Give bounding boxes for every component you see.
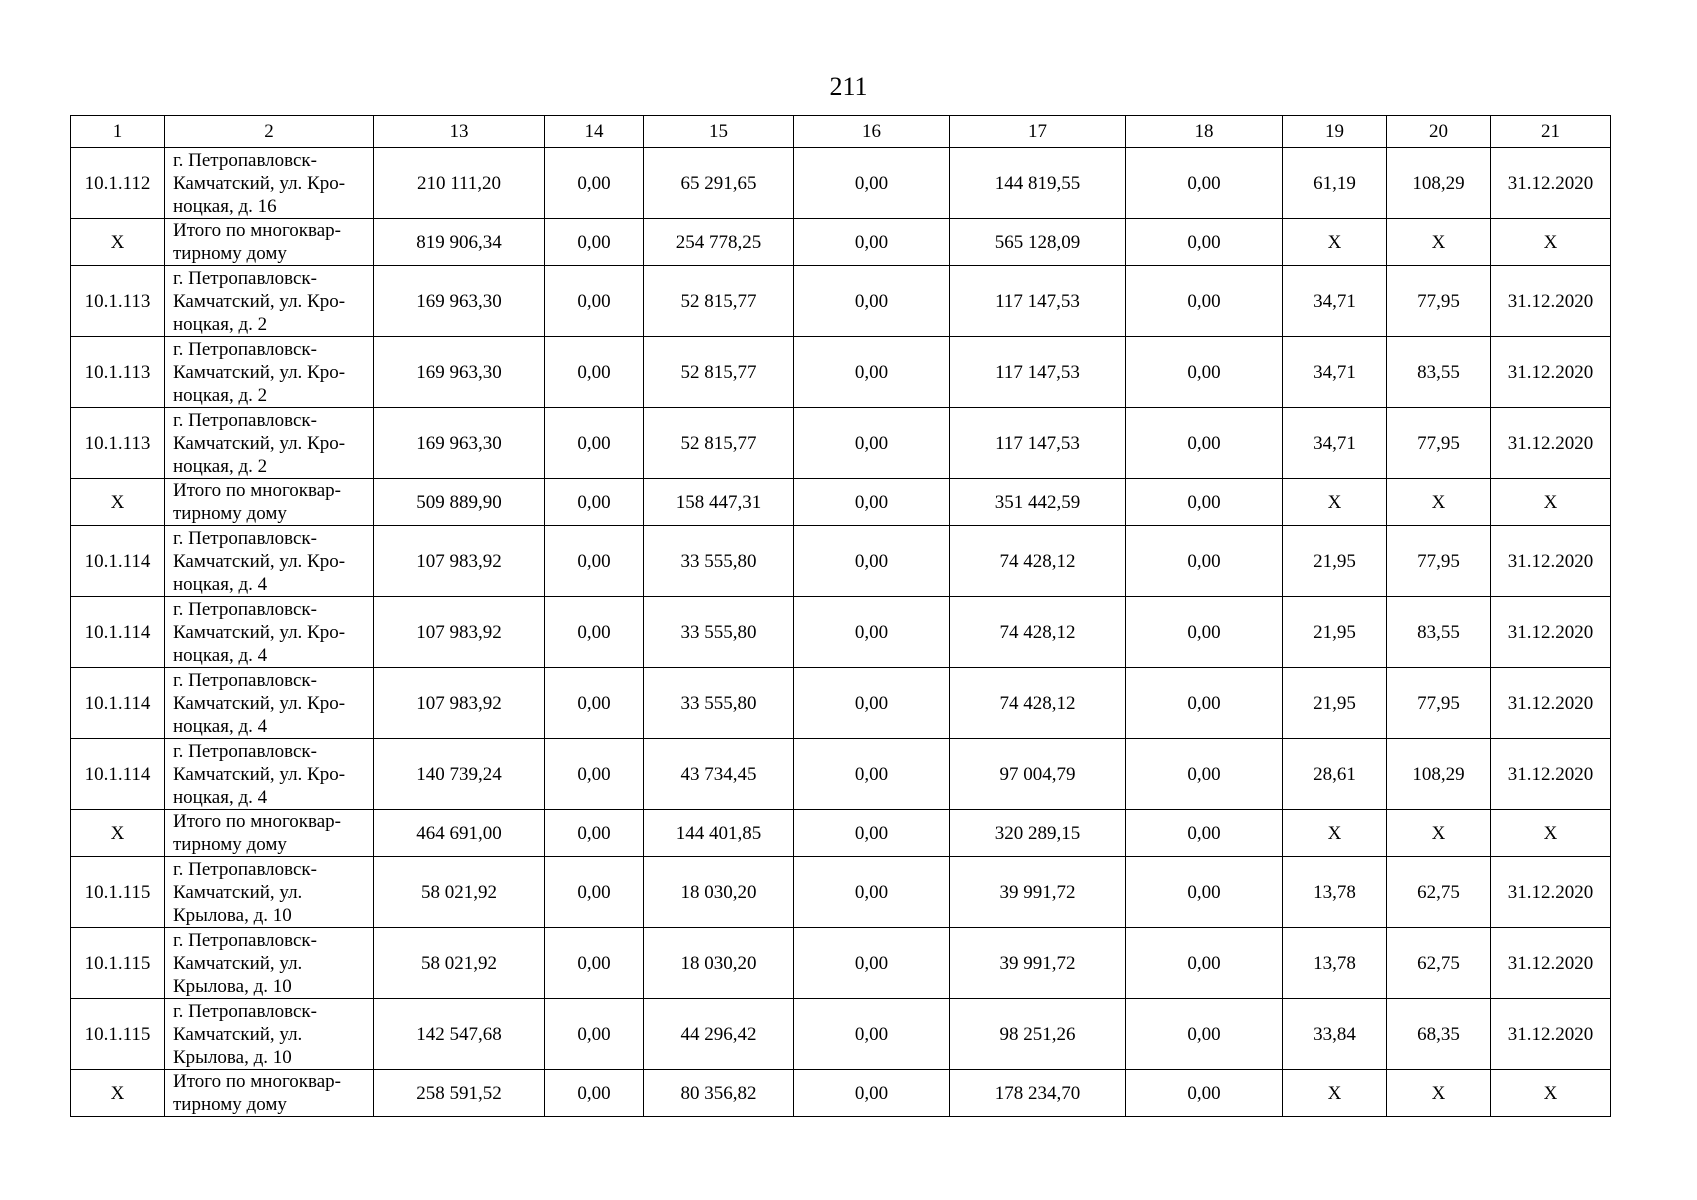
- table-cell: 0,00: [794, 739, 950, 810]
- table-cell: 108,29: [1387, 739, 1491, 810]
- table-cell: X: [1387, 1070, 1491, 1117]
- table-cell: 0,00: [1126, 148, 1283, 219]
- table-cell: 77,95: [1387, 668, 1491, 739]
- table-cell: 0,00: [1126, 810, 1283, 857]
- total-row: [71, 1070, 1611, 1117]
- table-row: [71, 597, 1611, 668]
- table-cell: 65 291,65: [644, 148, 794, 219]
- table-cell: 0,00: [794, 999, 950, 1070]
- table-cell: X: [1387, 219, 1491, 266]
- table-cell: 0,00: [794, 810, 950, 857]
- table-cell: 31.12.2020: [1491, 148, 1611, 219]
- total-row: [71, 810, 1611, 857]
- table-cell: 0,00: [545, 810, 644, 857]
- table-cell: 140 739,24: [374, 739, 545, 810]
- address-cell: Итого по многоквар- тирному дому: [165, 1070, 374, 1117]
- table-cell: 144 819,55: [950, 148, 1126, 219]
- table-cell: 0,00: [794, 597, 950, 668]
- table-cell: 0,00: [545, 928, 644, 999]
- table-cell: 10.1.113: [71, 266, 165, 337]
- data-table: [70, 115, 1611, 1117]
- table-cell: 31.12.2020: [1491, 739, 1611, 810]
- total-row: [71, 219, 1611, 266]
- table-cell: 10.1.113: [71, 337, 165, 408]
- address-cell: г. Петропавловск- Камчатский, ул. Крылова, д. 10: [165, 928, 374, 999]
- table-row: [71, 408, 1611, 479]
- table-cell: 0,00: [545, 597, 644, 668]
- table-cell: 565 128,09: [950, 219, 1126, 266]
- table-cell: 0,00: [794, 526, 950, 597]
- header-row: [71, 116, 1611, 148]
- table-cell: 39 991,72: [950, 857, 1126, 928]
- table-cell: 33,84: [1283, 999, 1387, 1070]
- address-cell: г. Петропавловск- Камчатский, ул. Кро- ноцкая, д. 4: [165, 739, 374, 810]
- table-cell: X: [1283, 479, 1387, 526]
- table-cell: X: [1283, 1070, 1387, 1117]
- table-cell: 31.12.2020: [1491, 337, 1611, 408]
- table-row: [71, 266, 1611, 337]
- table-cell: 108,29: [1387, 148, 1491, 219]
- table-cell: 10.1.114: [71, 668, 165, 739]
- table-cell: X: [71, 810, 165, 857]
- table-cell: 74 428,12: [950, 597, 1126, 668]
- table-cell: 0,00: [545, 148, 644, 219]
- table-cell: 44 296,42: [644, 999, 794, 1070]
- address-cell: г. Петропавловск- Камчатский, ул. Кро- ноцкая, д. 4: [165, 668, 374, 739]
- table-cell: 31.12.2020: [1491, 668, 1611, 739]
- table-cell: 320 289,15: [950, 810, 1126, 857]
- table-cell: 0,00: [545, 739, 644, 810]
- table-cell: 0,00: [794, 857, 950, 928]
- table-cell: 0,00: [545, 337, 644, 408]
- table-cell: 0,00: [545, 857, 644, 928]
- table-cell: 62,75: [1387, 928, 1491, 999]
- table-cell: 0,00: [794, 479, 950, 526]
- table-cell: 0,00: [1126, 739, 1283, 810]
- table-cell: 18 030,20: [644, 928, 794, 999]
- table-cell: 819 906,34: [374, 219, 545, 266]
- address-cell: г. Петропавловск- Камчатский, ул. Кро- ноцкая, д. 2: [165, 337, 374, 408]
- table-cell: 52 815,77: [644, 337, 794, 408]
- table-cell: 21,95: [1283, 597, 1387, 668]
- column-header: 14: [545, 116, 644, 148]
- table-cell: 0,00: [794, 408, 950, 479]
- table-cell: 58 021,92: [374, 857, 545, 928]
- table-cell: 52 815,77: [644, 266, 794, 337]
- table-cell: 31.12.2020: [1491, 526, 1611, 597]
- table-cell: 13,78: [1283, 928, 1387, 999]
- table-cell: 0,00: [794, 266, 950, 337]
- table-cell: 13,78: [1283, 857, 1387, 928]
- table-cell: 33 555,80: [644, 526, 794, 597]
- table-cell: X: [71, 219, 165, 266]
- column-header: 21: [1491, 116, 1611, 148]
- table-cell: 80 356,82: [644, 1070, 794, 1117]
- table-cell: X: [71, 1070, 165, 1117]
- table-cell: 117 147,53: [950, 266, 1126, 337]
- table-cell: 117 147,53: [950, 337, 1126, 408]
- address-cell: г. Петропавловск- Камчатский, ул. Кро- ноцкая, д. 4: [165, 526, 374, 597]
- table-cell: X: [1491, 1070, 1611, 1117]
- table-cell: 74 428,12: [950, 668, 1126, 739]
- table-cell: 0,00: [1126, 999, 1283, 1070]
- table-cell: 77,95: [1387, 408, 1491, 479]
- table-row: [71, 148, 1611, 219]
- table-cell: X: [1491, 479, 1611, 526]
- column-header: 15: [644, 116, 794, 148]
- table-cell: 10.1.114: [71, 526, 165, 597]
- table-cell: 74 428,12: [950, 526, 1126, 597]
- table-cell: 0,00: [1126, 408, 1283, 479]
- table-cell: X: [1491, 810, 1611, 857]
- table-cell: 169 963,30: [374, 408, 545, 479]
- table-cell: 0,00: [545, 1070, 644, 1117]
- table-cell: 0,00: [794, 1070, 950, 1117]
- table-cell: 144 401,85: [644, 810, 794, 857]
- table-cell: 10.1.115: [71, 999, 165, 1070]
- column-header: 13: [374, 116, 545, 148]
- table-cell: 21,95: [1283, 526, 1387, 597]
- table-row: [71, 999, 1611, 1070]
- address-cell: г. Петропавловск- Камчатский, ул. Кро- ноцкая, д. 2: [165, 408, 374, 479]
- table-cell: 0,00: [1126, 857, 1283, 928]
- table-cell: 0,00: [1126, 668, 1283, 739]
- table-cell: X: [1283, 810, 1387, 857]
- table-row: [71, 928, 1611, 999]
- total-row: [71, 479, 1611, 526]
- table-cell: 0,00: [545, 526, 644, 597]
- table-cell: 0,00: [545, 479, 644, 526]
- table-cell: 0,00: [1126, 928, 1283, 999]
- table-cell: 0,00: [794, 148, 950, 219]
- table-cell: 0,00: [545, 668, 644, 739]
- table-row: [71, 526, 1611, 597]
- table-cell: 10.1.115: [71, 928, 165, 999]
- table-cell: X: [1387, 479, 1491, 526]
- address-cell: Итого по многоквар- тирному дому: [165, 810, 374, 857]
- table-cell: 39 991,72: [950, 928, 1126, 999]
- table-cell: 169 963,30: [374, 266, 545, 337]
- table-cell: 31.12.2020: [1491, 408, 1611, 479]
- table-cell: 62,75: [1387, 857, 1491, 928]
- table-cell: 31.12.2020: [1491, 857, 1611, 928]
- table-cell: 10.1.113: [71, 408, 165, 479]
- table-cell: 0,00: [794, 928, 950, 999]
- column-header: 16: [794, 116, 950, 148]
- table-cell: 0,00: [1126, 526, 1283, 597]
- table-cell: 61,19: [1283, 148, 1387, 219]
- address-cell: г. Петропавловск- Камчатский, ул. Кро- ноцкая, д. 2: [165, 266, 374, 337]
- column-header: 17: [950, 116, 1126, 148]
- table-cell: 0,00: [794, 337, 950, 408]
- table-cell: 0,00: [794, 668, 950, 739]
- column-header: 2: [165, 116, 374, 148]
- table-cell: 158 447,31: [644, 479, 794, 526]
- column-header: 18: [1126, 116, 1283, 148]
- address-cell: г. Петропавловск- Камчатский, ул. Кро- ноцкая, д. 16: [165, 148, 374, 219]
- table-cell: 33 555,80: [644, 668, 794, 739]
- table-cell: 83,55: [1387, 597, 1491, 668]
- table-cell: 77,95: [1387, 266, 1491, 337]
- table-cell: 0,00: [545, 999, 644, 1070]
- table-cell: 0,00: [1126, 479, 1283, 526]
- table-cell: 169 963,30: [374, 337, 545, 408]
- table-cell: 97 004,79: [950, 739, 1126, 810]
- table-cell: 98 251,26: [950, 999, 1126, 1070]
- table-cell: 10.1.115: [71, 857, 165, 928]
- table-cell: 0,00: [794, 219, 950, 266]
- address-cell: Итого по многоквар- тирному дому: [165, 479, 374, 526]
- table-cell: 34,71: [1283, 266, 1387, 337]
- table-cell: 43 734,45: [644, 739, 794, 810]
- table-cell: 0,00: [1126, 1070, 1283, 1117]
- table-cell: 0,00: [545, 408, 644, 479]
- table-cell: 0,00: [1126, 597, 1283, 668]
- table-cell: X: [71, 479, 165, 526]
- address-cell: г. Петропавловск- Камчатский, ул. Крылова, д. 10: [165, 857, 374, 928]
- table-cell: 34,71: [1283, 408, 1387, 479]
- table-cell: 142 547,68: [374, 999, 545, 1070]
- table-cell: 34,71: [1283, 337, 1387, 408]
- address-cell: г. Петропавловск- Камчатский, ул. Крылова, д. 10: [165, 999, 374, 1070]
- table-cell: 107 983,92: [374, 597, 545, 668]
- table-cell: 0,00: [1126, 219, 1283, 266]
- table-cell: 258 591,52: [374, 1070, 545, 1117]
- table-cell: 31.12.2020: [1491, 597, 1611, 668]
- table-cell: 0,00: [1126, 337, 1283, 408]
- column-header: 19: [1283, 116, 1387, 148]
- table-cell: 33 555,80: [644, 597, 794, 668]
- address-cell: г. Петропавловск- Камчатский, ул. Кро- ноцкая, д. 4: [165, 597, 374, 668]
- table-cell: X: [1283, 219, 1387, 266]
- table-cell: 117 147,53: [950, 408, 1126, 479]
- table-cell: 58 021,92: [374, 928, 545, 999]
- table-cell: 0,00: [545, 266, 644, 337]
- table-cell: 0,00: [1126, 266, 1283, 337]
- column-header: 20: [1387, 116, 1491, 148]
- table-cell: 107 983,92: [374, 668, 545, 739]
- table-cell: 210 111,20: [374, 148, 545, 219]
- column-header: 1: [71, 116, 165, 148]
- table-cell: 83,55: [1387, 337, 1491, 408]
- table-cell: 509 889,90: [374, 479, 545, 526]
- table-cell: 31.12.2020: [1491, 928, 1611, 999]
- page-number: 211: [829, 72, 868, 101]
- table-cell: 254 778,25: [644, 219, 794, 266]
- table-cell: 10.1.114: [71, 739, 165, 810]
- table-cell: 107 983,92: [374, 526, 545, 597]
- table-cell: 351 442,59: [950, 479, 1126, 526]
- table-cell: 52 815,77: [644, 408, 794, 479]
- table-cell: 178 234,70: [950, 1070, 1126, 1117]
- table-cell: 21,95: [1283, 668, 1387, 739]
- table-cell: 31.12.2020: [1491, 266, 1611, 337]
- table-cell: X: [1387, 810, 1491, 857]
- table-cell: 31.12.2020: [1491, 999, 1611, 1070]
- table-cell: 18 030,20: [644, 857, 794, 928]
- table-cell: X: [1491, 219, 1611, 266]
- table-cell: 68,35: [1387, 999, 1491, 1070]
- table-cell: 28,61: [1283, 739, 1387, 810]
- table-cell: 10.1.114: [71, 597, 165, 668]
- table-row: [71, 337, 1611, 408]
- table-cell: 464 691,00: [374, 810, 545, 857]
- table-cell: 77,95: [1387, 526, 1491, 597]
- table-row: [71, 857, 1611, 928]
- table-body: [71, 148, 1611, 1117]
- table-row: [71, 739, 1611, 810]
- table-cell: 0,00: [545, 219, 644, 266]
- address-cell: Итого по многоквар- тирному дому: [165, 219, 374, 266]
- table-cell: 10.1.112: [71, 148, 165, 219]
- table-row: [71, 668, 1611, 739]
